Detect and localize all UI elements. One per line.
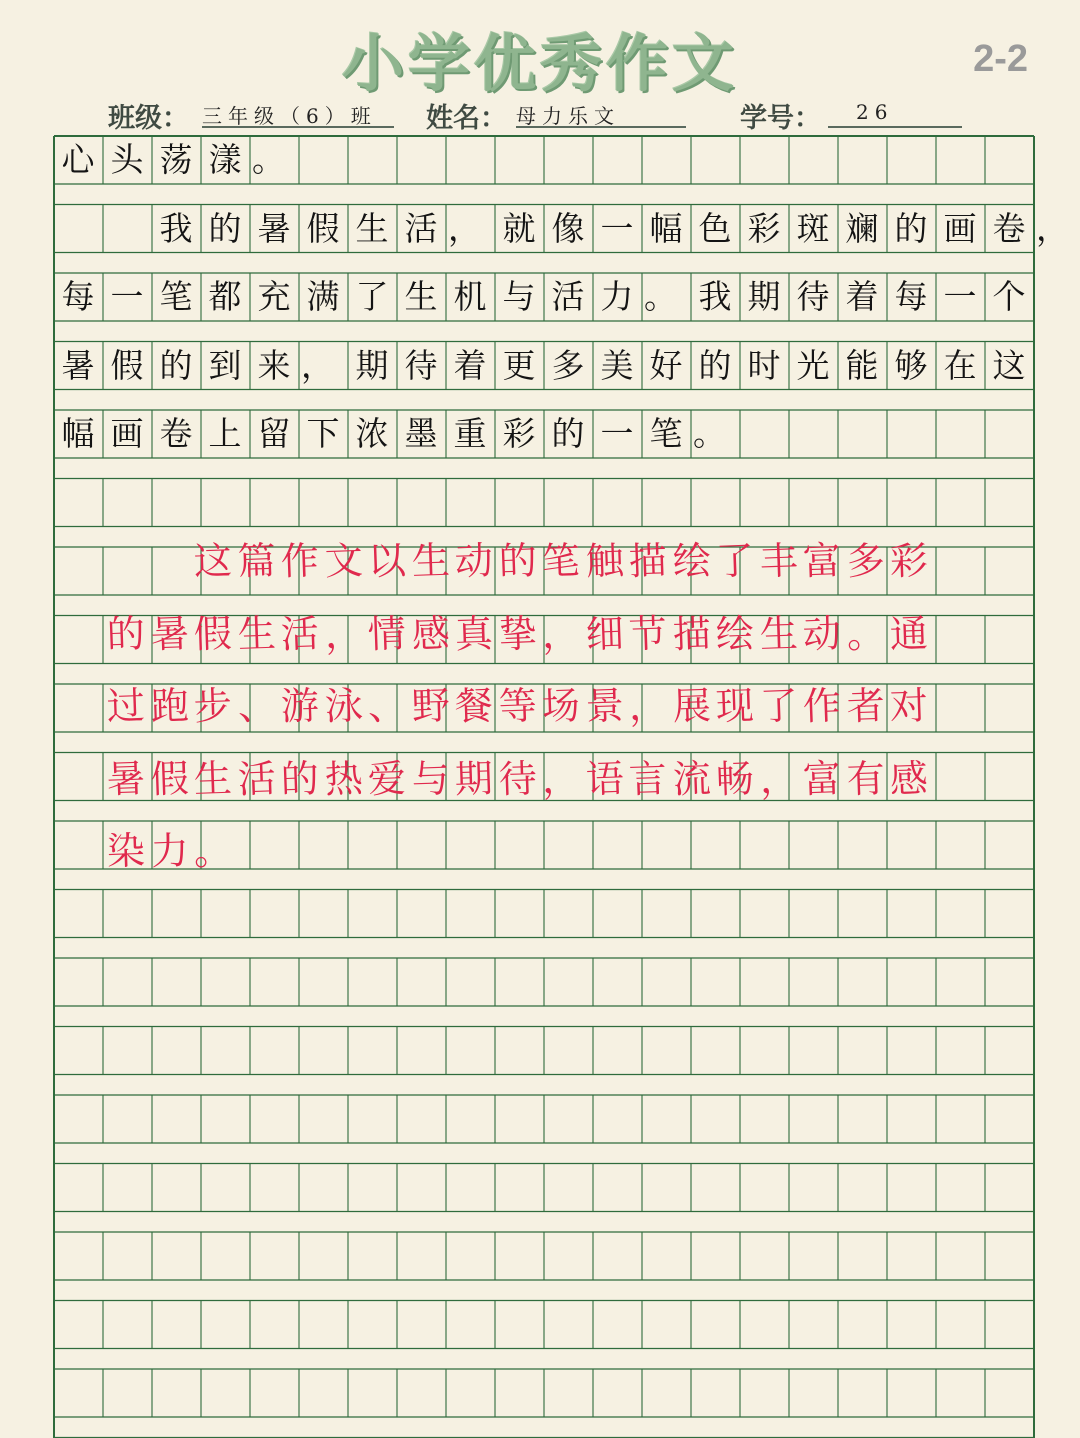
- comment-character: 细: [584, 610, 625, 657]
- essay-character: 在: [943, 345, 977, 385]
- comment-character: 过: [105, 683, 146, 729]
- essay-character: 荡: [159, 140, 193, 179]
- comment-character: ，: [758, 755, 799, 802]
- essay-character: 幅: [61, 414, 95, 453]
- essay-character: 期: [355, 345, 389, 385]
- comment-character: 生: [758, 610, 799, 657]
- essay-character: 都: [208, 277, 242, 316]
- essay-character: 光: [796, 345, 830, 385]
- comment-character: 触: [584, 538, 625, 584]
- page-title: 小学优秀作文: [341, 27, 738, 100]
- essay-character: 美: [600, 345, 634, 385]
- essay-character: 每: [61, 277, 95, 316]
- comment-character: 有: [845, 755, 886, 802]
- essay-character: 充: [257, 277, 291, 316]
- comment-character: 。: [845, 610, 886, 657]
- comment-character: 现: [714, 683, 755, 729]
- comment-character: 生: [236, 610, 277, 657]
- comment-character: 动: [453, 538, 494, 584]
- comment-character: 活: [279, 610, 320, 657]
- comment-character: 言: [627, 755, 668, 802]
- comment-character: 描: [627, 538, 668, 584]
- comment-character: 餐: [453, 683, 494, 729]
- essay-character: 的: [551, 414, 585, 453]
- class-label: 班级：: [108, 103, 189, 134]
- comment-character: 的: [497, 538, 538, 584]
- comment-character: 通: [888, 610, 929, 657]
- comment-character: 节: [627, 610, 668, 657]
- comment-character: 暑: [105, 755, 146, 802]
- comment-character: 展: [671, 683, 712, 729]
- comment-character: 挚: [497, 610, 538, 657]
- comment-character: 作: [801, 683, 842, 729]
- comment-character: 这: [192, 538, 233, 584]
- essay-character: 斓: [845, 208, 879, 248]
- comment-character: 感: [410, 610, 451, 657]
- comment-character: 彩: [888, 538, 929, 584]
- essay-character: 墨: [404, 414, 438, 453]
- comment-character: 文: [323, 538, 364, 584]
- comment-character: 热: [323, 755, 364, 802]
- essay-character: 漾: [208, 140, 242, 179]
- essay-character: 幅: [649, 208, 683, 248]
- essay-character: 笔: [649, 414, 683, 453]
- comment-character: 跑: [149, 683, 190, 729]
- essay-character: 着: [845, 277, 879, 316]
- comment-character: 暑: [149, 610, 190, 657]
- essay-character: 更: [502, 345, 536, 385]
- comment-character: 。: [192, 828, 233, 874]
- essay-character: 卷: [159, 414, 193, 453]
- comment-character: 假: [192, 610, 233, 657]
- comment-character: 笔: [540, 538, 581, 584]
- comment-character: 绘: [714, 610, 755, 657]
- essay-character: 生: [404, 277, 438, 316]
- essay-character: 。: [644, 277, 677, 316]
- comment-character: 活: [236, 755, 277, 802]
- essay-character: 我: [159, 208, 193, 248]
- class-value: 三年级（6）班: [202, 100, 394, 128]
- essay-character: 着: [453, 345, 487, 385]
- comment-character: 情: [366, 610, 407, 657]
- name-value: 母力乐文: [516, 100, 686, 128]
- essay-character: 这: [992, 345, 1026, 385]
- comment-character: 野: [410, 683, 451, 729]
- comment-character: 、: [236, 683, 277, 729]
- essay-character: 力: [600, 277, 634, 316]
- essay-character: 好: [649, 345, 683, 385]
- comment-character: 丰: [758, 538, 799, 584]
- essay-character: 待: [796, 277, 830, 316]
- comment-character: 者: [845, 683, 886, 729]
- essay-character: 假: [306, 208, 340, 248]
- comment-character: 步: [192, 683, 233, 729]
- essay-character: 头: [110, 140, 144, 179]
- comment-character: 游: [279, 683, 320, 729]
- comment-character: 多: [845, 538, 886, 584]
- essay-character: 暑: [61, 345, 95, 385]
- page-number: 2-2: [973, 38, 1028, 80]
- essay-character: 的: [208, 208, 242, 248]
- essay-character: 的: [894, 208, 928, 248]
- essay-character: 重: [453, 414, 487, 453]
- comment-character: ，: [627, 683, 668, 729]
- comment-character: 景: [584, 683, 625, 729]
- essay-character: 卷: [992, 208, 1026, 248]
- essay-character: 机: [453, 277, 487, 316]
- essay-character: 笔: [159, 277, 193, 316]
- comment-character: 富: [801, 755, 842, 802]
- comment-character: 篇: [236, 538, 277, 584]
- comment-character: 以: [366, 538, 407, 584]
- essay-character: 一: [943, 277, 977, 316]
- essay-character: 到: [208, 345, 242, 385]
- essay-character: 就: [502, 208, 536, 248]
- essay-character: 。: [693, 414, 726, 453]
- essay-character: ，: [301, 345, 334, 385]
- essay-character: 与: [502, 277, 536, 316]
- essay-character: 留: [257, 414, 291, 453]
- essay-character: 画: [943, 208, 977, 248]
- comment-character: 生: [192, 755, 233, 802]
- essay-character: 能: [845, 345, 879, 385]
- comment-character: 期: [453, 755, 494, 802]
- essay-character: 一: [110, 277, 144, 316]
- essay-character: 个: [992, 277, 1026, 316]
- comment-character: 爱: [366, 755, 407, 802]
- comment-character: 生: [410, 538, 451, 584]
- essay-character: 的: [159, 345, 193, 385]
- comment-character: 动: [801, 610, 842, 657]
- essay-character: 色: [698, 208, 732, 248]
- comment-character: 感: [888, 755, 929, 802]
- essay-character: 够: [894, 345, 928, 385]
- essay-character: 一: [600, 208, 634, 248]
- essay-character: ，: [448, 208, 481, 248]
- essay-character: 待: [404, 345, 438, 385]
- student-id-value: 26: [828, 100, 962, 128]
- essay-character: 活: [551, 277, 585, 316]
- essay-character: 每: [894, 277, 928, 316]
- comment-character: 语: [584, 755, 625, 802]
- essay-character: 斑: [796, 208, 830, 248]
- comment-character: 真: [453, 610, 494, 657]
- essay-character: 像: [551, 208, 585, 248]
- comment-character: 描: [671, 610, 712, 657]
- comment-character: 作: [279, 538, 320, 584]
- essay-character: 的: [698, 345, 732, 385]
- comment-character: 泳: [323, 683, 364, 729]
- comment-character: 了: [758, 683, 799, 729]
- essay-character: 生: [355, 208, 389, 248]
- comment-character: 场: [540, 683, 581, 729]
- comment-character: 对: [888, 683, 929, 729]
- comment-character: 与: [410, 755, 451, 802]
- comment-character: ，: [540, 755, 581, 802]
- comment-character: 畅: [714, 755, 755, 802]
- essay-character: 期: [747, 277, 781, 316]
- essay-character: 假: [110, 345, 144, 385]
- student-id-label: 学号：: [740, 103, 821, 134]
- essay-character: 彩: [747, 208, 781, 248]
- essay-character: 浓: [355, 414, 389, 453]
- essay-character: 来: [257, 345, 291, 385]
- essay-character: 下: [306, 414, 340, 453]
- comment-character: ，: [323, 610, 364, 657]
- comment-character: 的: [279, 755, 320, 802]
- comment-character: 、: [366, 683, 407, 729]
- essay-character: 多: [551, 345, 585, 385]
- comment-character: 力: [149, 828, 190, 874]
- essay-character: 暑: [257, 208, 291, 248]
- essay-character: 。: [252, 140, 285, 179]
- essay-character: 画: [110, 414, 144, 453]
- comment-character: 了: [714, 538, 755, 584]
- essay-character: 上: [208, 414, 242, 453]
- comment-character: 绘: [671, 538, 712, 584]
- essay-character: 心: [61, 140, 95, 179]
- essay-character: 满: [306, 277, 340, 316]
- essay-character: 了: [355, 277, 389, 316]
- essay-character: 我: [698, 277, 732, 316]
- comment-character: 待: [497, 755, 538, 802]
- comment-character: 假: [149, 755, 190, 802]
- essay-character: 时: [747, 345, 781, 385]
- comment-character: 的: [105, 610, 146, 657]
- comment-character: 流: [671, 755, 712, 802]
- comment-character: 等: [497, 683, 538, 729]
- essay-character: 一: [600, 414, 634, 453]
- comment-character: ，: [540, 610, 581, 657]
- essay-character: ，: [1036, 208, 1069, 248]
- comment-character: 富: [801, 538, 842, 584]
- essay-character: 活: [404, 208, 438, 248]
- essay-character: 彩: [502, 414, 536, 453]
- comment-character: 染: [105, 828, 146, 874]
- name-label: 姓名：: [426, 103, 507, 134]
